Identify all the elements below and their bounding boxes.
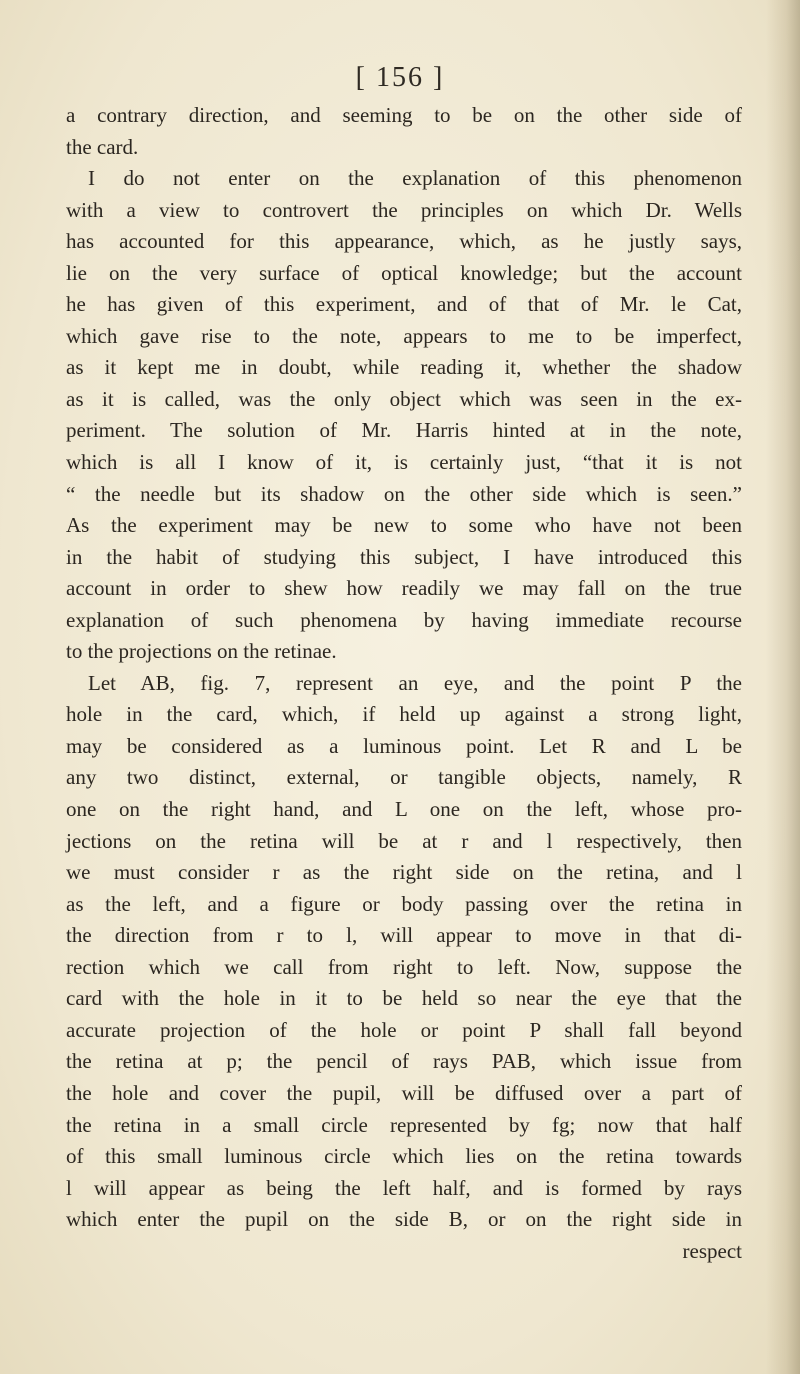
text-line: lie on the very surface of optical knowledge; but the account: [66, 260, 742, 285]
text-line: the direction from r to l, will appear to move in that di-: [66, 923, 742, 948]
text-line: he has given of this experiment, and of that of Mr. le Cat,: [66, 292, 742, 317]
text-line: any two distinct, external, or tangible objects, namely, R: [66, 765, 742, 790]
text-line: the card.: [66, 134, 139, 159]
text-line: we must consider r as the right side on the retina, and l: [66, 860, 742, 885]
text-line: has accounted for this appearance, which, as he justly says,: [66, 229, 742, 254]
text-line: may be considered as a luminous point. Let R and L be: [66, 733, 742, 758]
text-line: card with the hole in it to be held so near the eye that the: [66, 986, 742, 1011]
text-line: l will appear as being the left half, and is formed by rays: [66, 1175, 742, 1200]
text-line: which is all I know of it, is certainly just, “that it is not: [66, 450, 742, 475]
body-text: [66, 100, 742, 1267]
text-line: one on the right hand, and L one on the left, whose pro-: [66, 797, 742, 822]
text-line: Let AB, fig. 7, represent an eye, and the point P the: [88, 670, 742, 695]
text-line: account in order to shew how readily we may fall on the true: [66, 576, 742, 601]
text-line: as it kept me in doubt, while reading it, whether the shadow: [66, 355, 742, 380]
text-line: as the left, and a figure or body passing over the retina in: [66, 891, 742, 916]
page-number: [ 156 ]: [355, 62, 445, 93]
text-line: I do not enter on the explanation of this phenomenon: [88, 166, 742, 191]
text-line: the hole and cover the pupil, will be diffused over a part of: [66, 1080, 742, 1105]
text-line: of this small luminous circle which lies on the retina towards: [66, 1144, 742, 1169]
text-line: as it is called, was the only object which was seen in the ex-: [66, 386, 742, 411]
text-line: which enter the pupil on the side B, or on the right side in: [66, 1207, 742, 1232]
text-line: the retina at p; the pencil of rays PAB, which issue from: [66, 1049, 742, 1074]
text-line: respect: [682, 1238, 742, 1263]
text-line: with a view to controvert the principles on which Dr. Wells: [66, 197, 742, 222]
text-line: jections on the retina will be at r and l respectively, then: [66, 828, 742, 853]
text-line: accurate projection of the hole or point P shall fall beyond: [66, 1017, 742, 1042]
text-line: explanation of such phenomena by having immediate recourse: [66, 607, 742, 632]
text-line: in the habit of studying this subject, I have introduced this: [66, 544, 742, 569]
text-line: to the projections on the retinae.: [66, 639, 337, 664]
page-edge-shadow: [766, 0, 800, 1374]
text-line: periment. The solution of Mr. Harris hinted at in the note,: [66, 418, 742, 443]
text-line: “ the needle but its shadow on the other side which is seen.”: [66, 481, 742, 506]
text-line: a contrary direction, and seeming to be on the other side of: [66, 103, 742, 127]
text-line: the retina in a small circle represented by fg; now that half: [66, 1112, 742, 1137]
text-line: rection which we call from right to left. Now, suppose the: [66, 954, 742, 979]
text-line: hole in the card, which, if held up against a strong light,: [66, 702, 742, 727]
text-line: As the experiment may be new to some who have not been: [66, 513, 742, 538]
text-line: which gave rise to the note, appears to me to be imperfect,: [66, 323, 742, 348]
